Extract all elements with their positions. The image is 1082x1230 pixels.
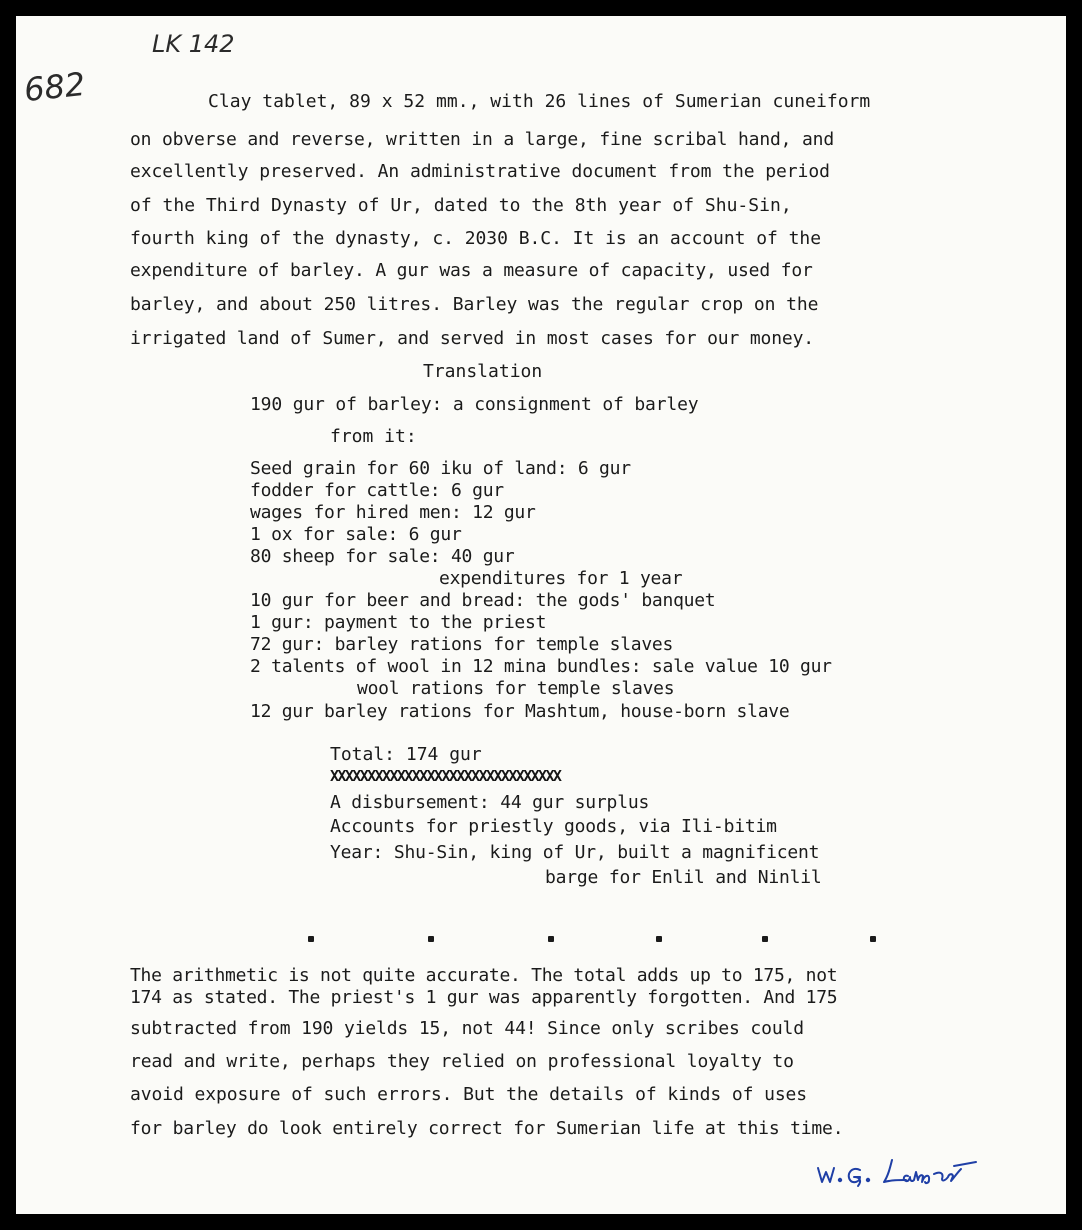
translation-item: 2 talents of wool in 12 mina bundles: sale value 10 gur bbox=[250, 656, 832, 677]
translation-item: 12 gur barley rations for Mashtum, house-born slave bbox=[250, 701, 790, 722]
translation-item: wages for hired men: 12 gur bbox=[250, 502, 536, 523]
description-line: irrigated land of Sumer, and served in most cases for our money. bbox=[130, 328, 814, 349]
description-line: Clay tablet, 89 x 52 mm., with 26 lines of Sumerian cuneiform bbox=[208, 91, 871, 112]
description-line: excellently preserved. An administrative document from the period bbox=[130, 161, 830, 182]
separator-dot bbox=[548, 936, 554, 942]
commentary-line: avoid exposure of such errors. But the details of kinds of uses bbox=[130, 1084, 808, 1105]
page-number-handwritten: 682 bbox=[22, 64, 87, 110]
translation-item: fodder for cattle: 6 gur bbox=[250, 480, 504, 501]
closing-line: Accounts for priestly goods, via Ili-bitim bbox=[330, 816, 777, 837]
description-line: expenditure of barley. A gur was a measure of capacity, used for bbox=[130, 260, 813, 281]
translation-item: 1 gur: payment to the priest bbox=[250, 612, 547, 633]
translation-item: Seed grain for 60 iku of land: 6 gur bbox=[250, 458, 631, 479]
commentary-line: The arithmetic is not quite accurate. The total adds up to 175, not bbox=[130, 965, 838, 986]
catalog-number-handwritten: LK 142 bbox=[152, 30, 235, 58]
commentary-line: 174 as stated. The priest's 1 gur was apparently forgotten. And 175 bbox=[130, 987, 838, 1008]
commentary-line: read and write, perhaps they relied on professional loyalty to bbox=[130, 1051, 794, 1072]
separator-dot bbox=[762, 936, 768, 942]
translation-item: expenditures for 1 year bbox=[439, 568, 683, 589]
separator-dot bbox=[308, 936, 314, 942]
translation-intro: 190 gur of barley: a consignment of barley bbox=[250, 394, 699, 415]
closing-line: Year: Shu-Sin, king of Ur, built a magnificent bbox=[330, 842, 820, 863]
handwritten-signature bbox=[812, 1152, 992, 1192]
translation-item: 1 ox for sale: 6 gur bbox=[250, 524, 462, 545]
closing-line: A disbursement: 44 gur surplus bbox=[330, 792, 650, 813]
struck-out-line: XXXXXXXXXXXXXXXXXXXXXXXXXXXXXXX bbox=[330, 768, 561, 784]
closing-line: barge for Enlil and Ninlil bbox=[545, 867, 822, 888]
description-line: barley, and about 250 litres. Barley was the regular crop on the bbox=[130, 294, 819, 315]
translation-from-it: from it: bbox=[330, 426, 417, 447]
commentary-line: for barley do look entirely correct for Sumerian life at this time. bbox=[130, 1118, 844, 1139]
separator-dot bbox=[656, 936, 662, 942]
translation-item: 80 sheep for sale: 40 gur bbox=[250, 546, 515, 567]
description-line: fourth king of the dynasty, c. 2030 B.C. It is an account of the bbox=[130, 228, 822, 249]
document-page bbox=[16, 16, 1066, 1214]
separator-dot bbox=[870, 936, 876, 942]
translation-item: wool rations for temple slaves bbox=[357, 678, 675, 699]
translation-heading: Translation bbox=[423, 361, 543, 382]
translation-item: 10 gur for beer and bread: the gods' banquet bbox=[250, 590, 716, 611]
separator-dot bbox=[428, 936, 434, 942]
commentary-line: subtracted from 190 yields 15, not 44! Since only scribes could bbox=[130, 1018, 804, 1039]
description-line: of the Third Dynasty of Ur, dated to the 8th year of Shu-Sin, bbox=[130, 195, 792, 216]
description-line: on obverse and reverse, written in a large, fine scribal hand, and bbox=[130, 129, 835, 150]
translation-total: Total: 174 gur bbox=[330, 744, 482, 765]
translation-item: 72 gur: barley rations for temple slaves bbox=[250, 634, 674, 655]
